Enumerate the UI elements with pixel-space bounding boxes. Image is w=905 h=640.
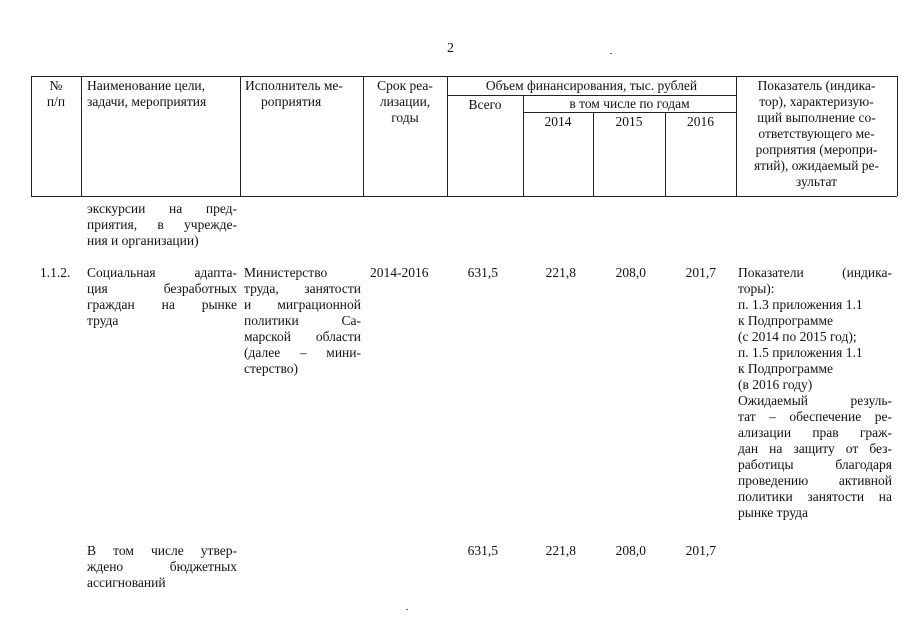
header-executor: Исполнитель ме- роприятия xyxy=(245,78,343,109)
table-header xyxy=(31,76,897,196)
row-executor: Министерство труда, занятости и миграционной политики Са- марской области (далее – мини- стерство) xyxy=(244,265,361,376)
header-period: Срок реа- лизации, годы xyxy=(377,78,433,125)
subrow-2016: 201,7 xyxy=(685,543,716,558)
row-2015: 208,0 xyxy=(615,265,646,280)
header-2016: 2016 xyxy=(687,114,714,129)
header-indicator: Показатель (индика- тор), характеризую- щий выполнение со- ответствующего ме- роприятия (меропри- ятий), ожидаемый ре- зультат xyxy=(753,78,880,189)
row-2016: 201,7 xyxy=(685,265,716,280)
scan-speck xyxy=(610,53,612,54)
header-2014: 2014 xyxy=(544,114,572,129)
header-num-line2: п/п xyxy=(46,94,66,109)
header-funding: Объем финансирования, тыс. рублей xyxy=(485,78,698,93)
subrow-2015: 208,0 xyxy=(615,543,646,558)
header-by-years: в том числе по годам xyxy=(569,96,690,111)
row-total: 631,5 xyxy=(467,265,498,280)
page-number: 2 xyxy=(447,41,454,56)
row-indicator: Показатели (индика- торы): п. 1.3 приложения 1.1 к Подпрограмме (с 2014 по 2015 год); п. 1.5 приложения 1.1 к Подпрограмме (в 2016 году) Ожидаемый резуль- тат – обеспечение ре- ализации прав граж- дан на защиту от без- работицы благодаря проведению активной политики занятости на рынке труда xyxy=(738,265,892,520)
subrow-total: 631,5 xyxy=(467,543,498,558)
header-num xyxy=(31,78,81,110)
header-total: Всего xyxy=(468,97,502,112)
row-2014: 221,8 xyxy=(545,265,576,280)
header-2015: 2015 xyxy=(615,114,643,129)
scan-speck xyxy=(406,609,408,610)
subrow-name: В том числе утвер- ждено бюджетных ассигнований xyxy=(87,543,237,590)
header-name: Наименование цели, задачи, мероприятия xyxy=(87,78,207,109)
header-num-line1: № xyxy=(49,78,63,93)
row-number: 1.1.2. xyxy=(40,265,71,280)
subrow-2014: 221,8 xyxy=(545,543,576,558)
row-period: 2014-2016 xyxy=(370,265,429,280)
row-name: Социальная адапта- ция безработных граждан на рынке труда xyxy=(87,265,237,328)
continuation-text: экскурсии на пред- приятия, в учрежде- ния и организации) xyxy=(87,201,237,248)
